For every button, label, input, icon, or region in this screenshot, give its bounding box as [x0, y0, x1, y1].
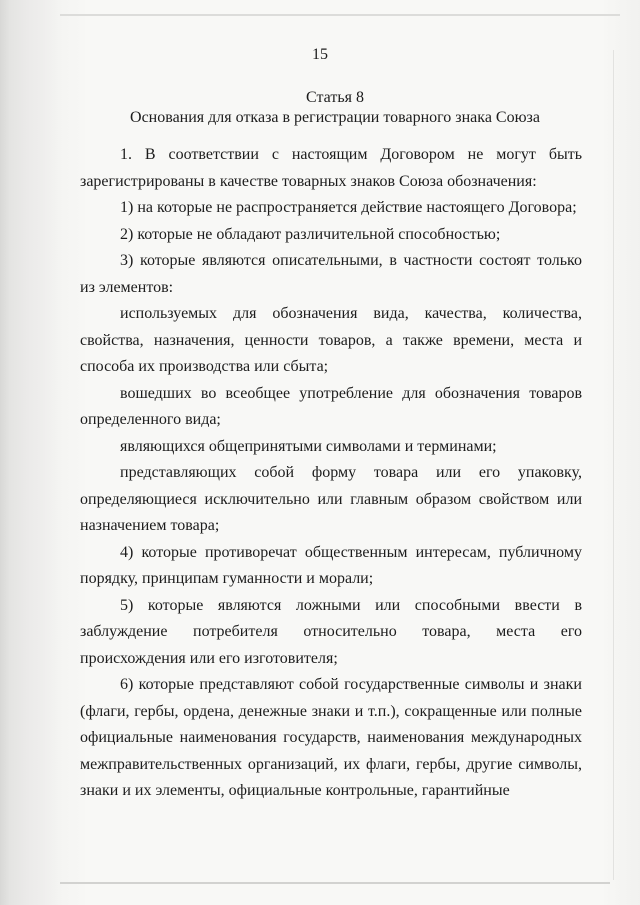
paragraph-3: 2) которые не обладают различительной способностью;	[120, 225, 501, 243]
paragraph-5: используемых для обозначения вида, качества, количества, свойства, назначения, ценности товаров, а также времени, места и способа их производства или сбыта;	[80, 305, 582, 375]
paragraph-8: представляющих собой форму товара или его упаковку, определяющиеся исключительно или главным образом свойством или назначением товара;	[80, 464, 582, 534]
scan-edge-shadow	[0, 0, 60, 905]
page-number: 15	[312, 46, 328, 63]
paragraph-10: 5) которые являются ложными или способными ввести в заблуждение потребителя относительно товара, места его происхождения или его изготовителя;	[80, 596, 582, 667]
article-title: Основания для отказа в регистрации товарного знака Союза	[130, 109, 540, 126]
scan-bottom-edge	[60, 882, 610, 884]
scan-top-edge	[60, 14, 620, 16]
paragraph-11: 6) которые представляют собой государственные символы и знаки (флаги, гербы, ордена, денежные знаки и т.п.), сокращенные или полные официальные наименования государств, наименования международных межправительственных организаций, их флаги, гербы, другие символы, знаки и их элементы, официальные контрольные, гарантийные	[80, 676, 582, 799]
article-body	[80, 142, 582, 805]
paragraph-1: 1. В соответствии с настоящим Договором не могут быть зарегистрированы в качестве товарных знаков Союза обозначения:	[80, 146, 582, 190]
scan-right-edge	[613, 50, 614, 880]
paragraph-2: 1) на которые не распространяется действие настоящего Договора;	[120, 199, 577, 216]
paragraph-9: 4) которые противоречат общественным интересам, публичному порядку, принципам гуманности и морали;	[80, 543, 582, 587]
paragraph-4: 3) которые являются описательными, в частности состоят только из элементов:	[80, 252, 582, 296]
article-heading: Статья 8	[306, 89, 364, 106]
paragraph-7: являющихся общепринятыми символами и терминами;	[120, 437, 497, 455]
paragraph-6: вошедших во всеобщее употребление для обозначения товаров определенного вида;	[80, 384, 582, 428]
